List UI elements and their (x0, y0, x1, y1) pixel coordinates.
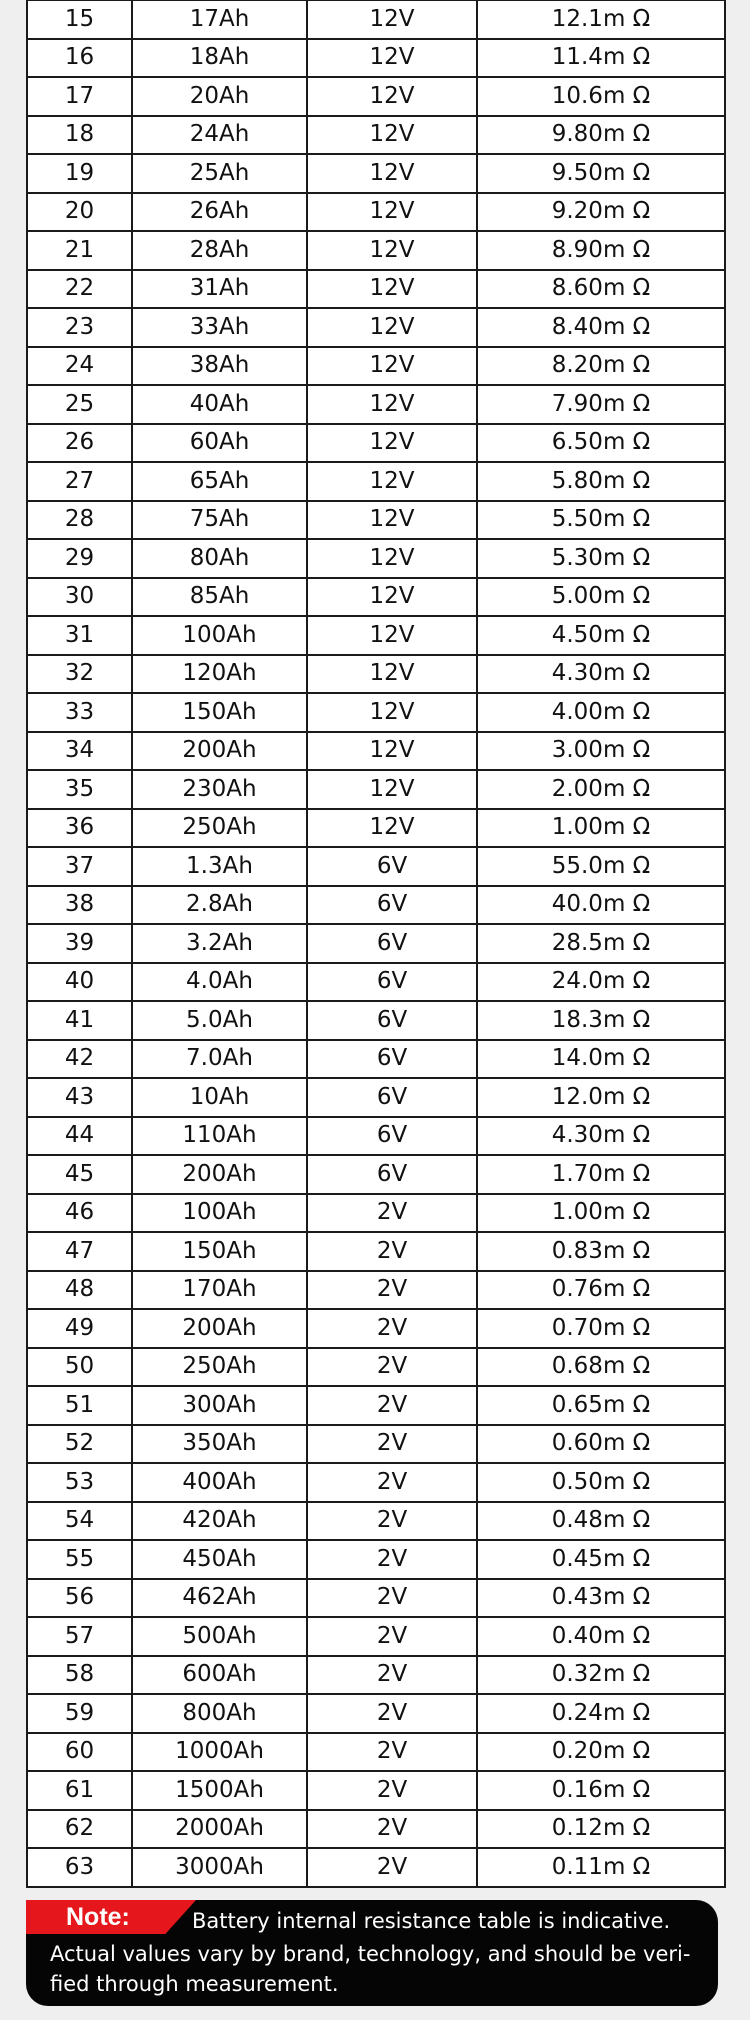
table-row (27, 1771, 725, 1810)
cell-voltage: 12V (307, 39, 477, 78)
table-row (27, 1656, 725, 1695)
cell-index: 59 (27, 1694, 132, 1733)
cell-index: 60 (27, 1733, 132, 1772)
cell-resistance: 1.00m Ω (477, 1194, 725, 1233)
cell-index: 55 (27, 1540, 132, 1579)
cell-index: 21 (27, 231, 132, 270)
cell-capacity: 150Ah (132, 693, 307, 732)
cell-capacity: 26Ah (132, 193, 307, 232)
table-row (27, 270, 725, 309)
cell-voltage: 2V (307, 1694, 477, 1733)
cell-index: 25 (27, 385, 132, 424)
cell-index: 32 (27, 655, 132, 694)
cell-resistance: 9.50m Ω (477, 154, 725, 193)
table-body (27, 0, 725, 1887)
cell-capacity: 5.0Ah (132, 1001, 307, 1040)
cell-index: 22 (27, 270, 132, 309)
cell-capacity: 1000Ah (132, 1733, 307, 1772)
cell-index: 47 (27, 1232, 132, 1271)
cell-capacity: 33Ah (132, 308, 307, 347)
cell-capacity: 230Ah (132, 770, 307, 809)
cell-resistance: 7.90m Ω (477, 385, 725, 424)
table-row (27, 501, 725, 540)
note-label: Note: (66, 1903, 130, 1931)
cell-capacity: 18Ah (132, 39, 307, 78)
cell-resistance: 8.60m Ω (477, 270, 725, 309)
cell-voltage: 2V (307, 1348, 477, 1387)
cell-capacity: 25Ah (132, 154, 307, 193)
cell-voltage: 12V (307, 116, 477, 155)
cell-voltage: 12V (307, 732, 477, 771)
cell-voltage: 2V (307, 1848, 477, 1887)
cell-resistance: 0.32m Ω (477, 1656, 725, 1695)
cell-voltage: 2V (307, 1309, 477, 1348)
cell-capacity: 38Ah (132, 347, 307, 386)
cell-index: 26 (27, 424, 132, 463)
cell-resistance: 0.50m Ω (477, 1463, 725, 1502)
cell-voltage: 6V (307, 924, 477, 963)
cell-voltage: 6V (307, 963, 477, 1002)
cell-capacity: 250Ah (132, 1348, 307, 1387)
table-row (27, 886, 725, 925)
cell-resistance: 0.76m Ω (477, 1271, 725, 1310)
cell-capacity: 200Ah (132, 1309, 307, 1348)
cell-resistance: 4.00m Ω (477, 693, 725, 732)
cell-voltage: 6V (307, 1155, 477, 1194)
cell-voltage: 2V (307, 1232, 477, 1271)
cell-voltage: 12V (307, 539, 477, 578)
cell-voltage: 12V (307, 809, 477, 848)
table-row (27, 347, 725, 386)
cell-capacity: 600Ah (132, 1656, 307, 1695)
cell-resistance: 0.20m Ω (477, 1733, 725, 1772)
table-row (27, 1848, 725, 1887)
cell-resistance: 11.4m Ω (477, 39, 725, 78)
table-row (27, 1194, 725, 1233)
table-row (27, 231, 725, 270)
cell-voltage: 12V (307, 424, 477, 463)
cell-voltage: 2V (307, 1579, 477, 1618)
cell-voltage: 2V (307, 1271, 477, 1310)
cell-capacity: 2.8Ah (132, 886, 307, 925)
cell-index: 44 (27, 1117, 132, 1156)
table-row (27, 539, 725, 578)
cell-capacity: 450Ah (132, 1540, 307, 1579)
cell-voltage: 6V (307, 886, 477, 925)
cell-index: 37 (27, 847, 132, 886)
cell-index: 45 (27, 1155, 132, 1194)
cell-capacity: 200Ah (132, 732, 307, 771)
cell-resistance: 5.50m Ω (477, 501, 725, 540)
table-row (27, 847, 725, 886)
cell-index: 24 (27, 347, 132, 386)
cell-voltage: 12V (307, 385, 477, 424)
table-row (27, 1271, 725, 1310)
cell-resistance: 40.0m Ω (477, 886, 725, 925)
cell-voltage: 2V (307, 1386, 477, 1425)
cell-resistance: 0.60m Ω (477, 1425, 725, 1464)
cell-resistance: 0.65m Ω (477, 1386, 725, 1425)
cell-capacity: 80Ah (132, 539, 307, 578)
cell-index: 19 (27, 154, 132, 193)
cell-index: 23 (27, 308, 132, 347)
cell-resistance: 9.80m Ω (477, 116, 725, 155)
table-row (27, 1078, 725, 1117)
cell-capacity: 40Ah (132, 385, 307, 424)
cell-index: 34 (27, 732, 132, 771)
cell-resistance: 0.11m Ω (477, 1848, 725, 1887)
cell-index: 57 (27, 1617, 132, 1656)
cell-voltage: 6V (307, 1040, 477, 1079)
table-row (27, 809, 725, 848)
cell-voltage: 6V (307, 1001, 477, 1040)
cell-index: 20 (27, 193, 132, 232)
cell-index: 35 (27, 770, 132, 809)
table-row (27, 385, 725, 424)
cell-capacity: 420Ah (132, 1502, 307, 1541)
cell-index: 41 (27, 1001, 132, 1040)
cell-resistance: 3.00m Ω (477, 732, 725, 771)
resistance-table (26, 0, 726, 1888)
table-row (27, 193, 725, 232)
cell-capacity: 31Ah (132, 270, 307, 309)
table-row (27, 770, 725, 809)
note-text-rest: Actual values vary by brand, technology, and should be veri-fied through measurement. (50, 1942, 691, 1996)
cell-resistance: 0.83m Ω (477, 1232, 725, 1271)
table-row (27, 116, 725, 155)
cell-resistance: 0.16m Ω (477, 1771, 725, 1810)
cell-index: 31 (27, 616, 132, 655)
cell-capacity: 17Ah (132, 0, 307, 39)
cell-voltage: 12V (307, 770, 477, 809)
cell-index: 54 (27, 1502, 132, 1541)
cell-index: 16 (27, 39, 132, 78)
table-row (27, 0, 725, 39)
cell-index: 15 (27, 0, 132, 39)
cell-voltage: 12V (307, 693, 477, 732)
table-row (27, 693, 725, 732)
cell-resistance: 1.70m Ω (477, 1155, 725, 1194)
cell-capacity: 100Ah (132, 616, 307, 655)
cell-voltage: 12V (307, 501, 477, 540)
cell-resistance: 4.30m Ω (477, 1117, 725, 1156)
cell-voltage: 2V (307, 1617, 477, 1656)
cell-capacity: 100Ah (132, 1194, 307, 1233)
table-row (27, 462, 725, 501)
cell-capacity: 20Ah (132, 77, 307, 116)
cell-resistance: 0.40m Ω (477, 1617, 725, 1656)
table-row (27, 1733, 725, 1772)
table-row (27, 1040, 725, 1079)
table-row (27, 1001, 725, 1040)
table-row (27, 39, 725, 78)
table-row (27, 1617, 725, 1656)
cell-capacity: 200Ah (132, 1155, 307, 1194)
table-row (27, 578, 725, 617)
cell-index: 48 (27, 1271, 132, 1310)
cell-capacity: 110Ah (132, 1117, 307, 1156)
table-row (27, 616, 725, 655)
cell-resistance: 6.50m Ω (477, 424, 725, 463)
table-row (27, 655, 725, 694)
cell-capacity: 60Ah (132, 424, 307, 463)
cell-index: 52 (27, 1425, 132, 1464)
cell-voltage: 12V (307, 270, 477, 309)
cell-voltage: 12V (307, 462, 477, 501)
table-row (27, 154, 725, 193)
cell-index: 38 (27, 886, 132, 925)
cell-voltage: 2V (307, 1771, 477, 1810)
cell-index: 36 (27, 809, 132, 848)
cell-index: 39 (27, 924, 132, 963)
cell-voltage: 12V (307, 616, 477, 655)
cell-resistance: 5.80m Ω (477, 462, 725, 501)
cell-resistance: 5.00m Ω (477, 578, 725, 617)
cell-index: 30 (27, 578, 132, 617)
cell-voltage: 2V (307, 1502, 477, 1541)
cell-index: 17 (27, 77, 132, 116)
table-row (27, 424, 725, 463)
cell-capacity: 150Ah (132, 1232, 307, 1271)
table-row (27, 732, 725, 771)
cell-capacity: 400Ah (132, 1463, 307, 1502)
cell-resistance: 0.45m Ω (477, 1540, 725, 1579)
cell-index: 61 (27, 1771, 132, 1810)
cell-resistance: 8.20m Ω (477, 347, 725, 386)
table-row (27, 1463, 725, 1502)
cell-voltage: 12V (307, 77, 477, 116)
cell-capacity: 10Ah (132, 1078, 307, 1117)
cell-voltage: 2V (307, 1656, 477, 1695)
table-row (27, 1309, 725, 1348)
cell-resistance: 9.20m Ω (477, 193, 725, 232)
cell-index: 28 (27, 501, 132, 540)
cell-resistance: 12.0m Ω (477, 1078, 725, 1117)
cell-voltage: 2V (307, 1810, 477, 1849)
table-row (27, 1540, 725, 1579)
table-row (27, 1386, 725, 1425)
table-row (27, 1694, 725, 1733)
cell-index: 50 (27, 1348, 132, 1387)
table-row (27, 1232, 725, 1271)
cell-resistance: 10.6m Ω (477, 77, 725, 116)
cell-capacity: 4.0Ah (132, 963, 307, 1002)
cell-capacity: 1500Ah (132, 1771, 307, 1810)
cell-index: 49 (27, 1309, 132, 1348)
cell-voltage: 12V (307, 655, 477, 694)
cell-capacity: 250Ah (132, 809, 307, 848)
cell-resistance: 14.0m Ω (477, 1040, 725, 1079)
cell-resistance: 5.30m Ω (477, 539, 725, 578)
table-row (27, 924, 725, 963)
cell-voltage: 12V (307, 578, 477, 617)
cell-capacity: 3.2Ah (132, 924, 307, 963)
cell-resistance: 8.40m Ω (477, 308, 725, 347)
cell-resistance: 8.90m Ω (477, 231, 725, 270)
cell-index: 51 (27, 1386, 132, 1425)
cell-resistance: 0.70m Ω (477, 1309, 725, 1348)
table-row (27, 308, 725, 347)
cell-capacity: 3000Ah (132, 1848, 307, 1887)
cell-index: 42 (27, 1040, 132, 1079)
resistance-table-container (26, 0, 724, 1888)
cell-capacity: 800Ah (132, 1694, 307, 1733)
cell-resistance: 12.1m Ω (477, 0, 725, 39)
cell-voltage: 2V (307, 1463, 477, 1502)
cell-voltage: 2V (307, 1194, 477, 1233)
table-row (27, 1348, 725, 1387)
cell-capacity: 2000Ah (132, 1810, 307, 1849)
cell-capacity: 75Ah (132, 501, 307, 540)
cell-voltage: 12V (307, 0, 477, 39)
cell-index: 29 (27, 539, 132, 578)
cell-capacity: 462Ah (132, 1579, 307, 1618)
cell-index: 56 (27, 1579, 132, 1618)
cell-capacity: 350Ah (132, 1425, 307, 1464)
table-row (27, 1425, 725, 1464)
note-text-line1: Battery internal resistance table is indicative. (192, 1909, 671, 1933)
cell-resistance: 28.5m Ω (477, 924, 725, 963)
table-row (27, 1117, 725, 1156)
cell-capacity: 7.0Ah (132, 1040, 307, 1079)
cell-resistance: 2.00m Ω (477, 770, 725, 809)
cell-resistance: 0.68m Ω (477, 1348, 725, 1387)
cell-resistance: 18.3m Ω (477, 1001, 725, 1040)
cell-capacity: 85Ah (132, 578, 307, 617)
cell-index: 43 (27, 1078, 132, 1117)
note-box (26, 1900, 718, 2006)
cell-capacity: 65Ah (132, 462, 307, 501)
cell-voltage: 6V (307, 1117, 477, 1156)
cell-voltage: 2V (307, 1425, 477, 1464)
cell-voltage: 12V (307, 154, 477, 193)
cell-resistance: 4.50m Ω (477, 616, 725, 655)
cell-capacity: 170Ah (132, 1271, 307, 1310)
cell-resistance: 0.24m Ω (477, 1694, 725, 1733)
cell-capacity: 24Ah (132, 116, 307, 155)
cell-resistance: 55.0m Ω (477, 847, 725, 886)
cell-resistance: 4.30m Ω (477, 655, 725, 694)
table-row (27, 1502, 725, 1541)
cell-index: 46 (27, 1194, 132, 1233)
cell-index: 33 (27, 693, 132, 732)
cell-voltage: 12V (307, 193, 477, 232)
cell-voltage: 2V (307, 1540, 477, 1579)
cell-capacity: 500Ah (132, 1617, 307, 1656)
cell-voltage: 2V (307, 1733, 477, 1772)
cell-voltage: 6V (307, 847, 477, 886)
table-row (27, 1579, 725, 1618)
cell-index: 58 (27, 1656, 132, 1695)
cell-index: 27 (27, 462, 132, 501)
cell-resistance: 0.12m Ω (477, 1810, 725, 1849)
cell-index: 40 (27, 963, 132, 1002)
cell-capacity: 300Ah (132, 1386, 307, 1425)
table-row (27, 77, 725, 116)
cell-capacity: 120Ah (132, 655, 307, 694)
cell-resistance: 24.0m Ω (477, 963, 725, 1002)
table-row (27, 1810, 725, 1849)
cell-voltage: 6V (307, 1078, 477, 1117)
cell-capacity: 28Ah (132, 231, 307, 270)
cell-index: 62 (27, 1810, 132, 1849)
table-row (27, 1155, 725, 1194)
cell-voltage: 12V (307, 347, 477, 386)
cell-index: 18 (27, 116, 132, 155)
cell-resistance: 0.48m Ω (477, 1502, 725, 1541)
cell-resistance: 0.43m Ω (477, 1579, 725, 1618)
cell-index: 63 (27, 1848, 132, 1887)
table-row (27, 963, 725, 1002)
cell-index: 53 (27, 1463, 132, 1502)
cell-voltage: 12V (307, 231, 477, 270)
cell-resistance: 1.00m Ω (477, 809, 725, 848)
cell-voltage: 12V (307, 308, 477, 347)
cell-capacity: 1.3Ah (132, 847, 307, 886)
